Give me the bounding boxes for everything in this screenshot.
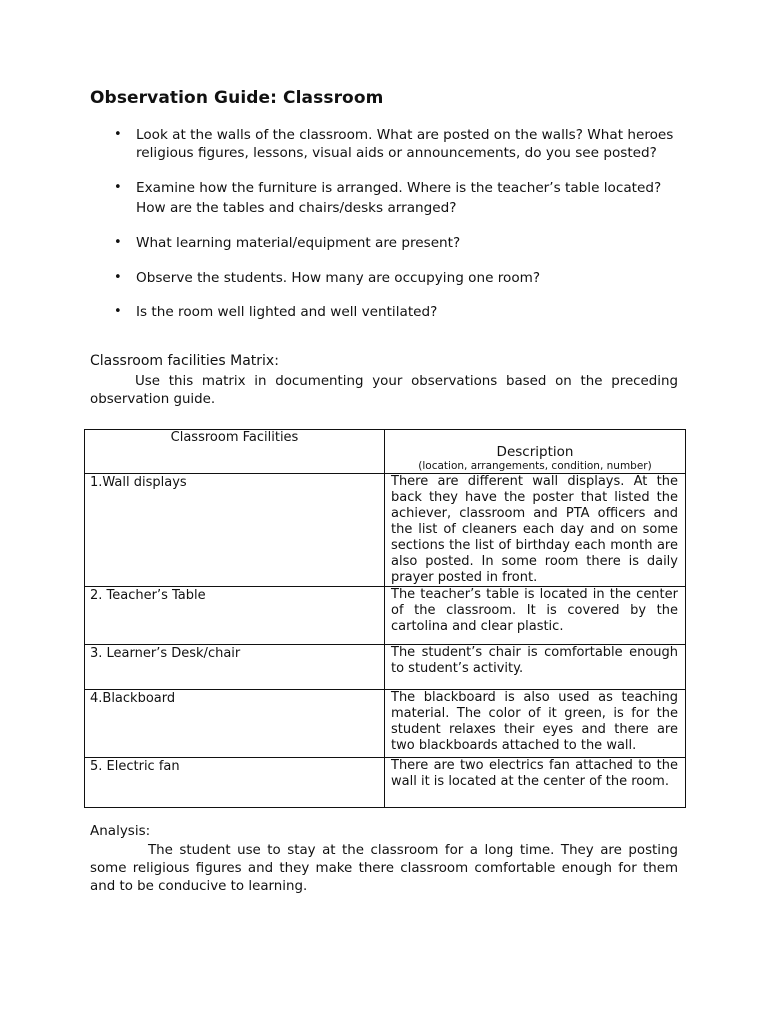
description-cell: The blackboard is also used as teaching material. The color of it green, is for the student relaxes their eyes and there are two blackboards attached to the wall. (385, 690, 686, 758)
description-cell: There are different wall displays. At the back they have the poster that listed the achiever, classroom and PTA officers and the list of cleaners each day and on some sections the list of birthday each month are also posted. In some room there is daily prayer posted in front. (385, 474, 686, 587)
header-description-subtitle: (location, arrangements, condition, number) (418, 460, 652, 472)
description-cell: The student’s chair is comfortable enough to student’s activity. (385, 645, 686, 690)
list-item-text: Observe the students. How many are occupying one room? (136, 270, 541, 286)
header-description-label: Description (496, 444, 574, 460)
table-header-row (85, 430, 686, 474)
matrix-intro: Use this matrix in documenting your observations based on the preceding observation guide. (90, 374, 678, 407)
description-cell: The teacher’s table is located in the center of the classroom. It is covered by the cartolina and clear plastic. (385, 587, 686, 645)
header-facilities: Classroom Facilities (85, 430, 385, 474)
list-item-text: Look at the walls of the classroom. What are posted on the walls? What heroes religious figures, lessons, visual aids or announcements, do you see posted? (136, 127, 674, 161)
list-item-text: Is the room well lighted and well ventilated? (136, 304, 438, 320)
facilities-matrix-table (84, 429, 686, 808)
list-item-text: Examine how the furniture is arranged. Where is the teacher’s table located? How are the tables and chairs/desks arranged? (136, 180, 662, 216)
list-item-text: What learning material/equipment are present? (136, 235, 461, 251)
list-item (90, 126, 690, 162)
header-description (385, 430, 686, 474)
table-row (85, 690, 686, 758)
list-item (90, 178, 690, 218)
matrix-title: Classroom facilities Matrix: (90, 353, 279, 369)
list-item (90, 269, 690, 287)
facility-cell: 4.Blackboard (85, 690, 385, 758)
table-row (85, 587, 686, 645)
table-row (85, 645, 686, 690)
analysis-text: The student use to stay at the classroom for a long time. They are posting some religious figures and they make there classroom comfortable enough for them and to be conducive to learning. (90, 843, 678, 894)
observation-guide-list (90, 126, 690, 321)
list-item (90, 234, 690, 252)
description-cell: There are two electrics fan attached to the wall it is located at the center of the room. (385, 758, 686, 808)
facility-cell: 5. Electric fan (85, 758, 385, 808)
table-row (85, 758, 686, 808)
facility-cell: 1.Wall displays (85, 474, 385, 587)
list-item (90, 303, 690, 321)
facility-cell: 3. Learner’s Desk/chair (85, 645, 385, 690)
facility-cell: 2. Teacher’s Table (85, 587, 385, 645)
table-row (85, 474, 686, 587)
page-title: Observation Guide: Classroom (90, 88, 384, 108)
analysis-label: Analysis: (90, 823, 151, 839)
